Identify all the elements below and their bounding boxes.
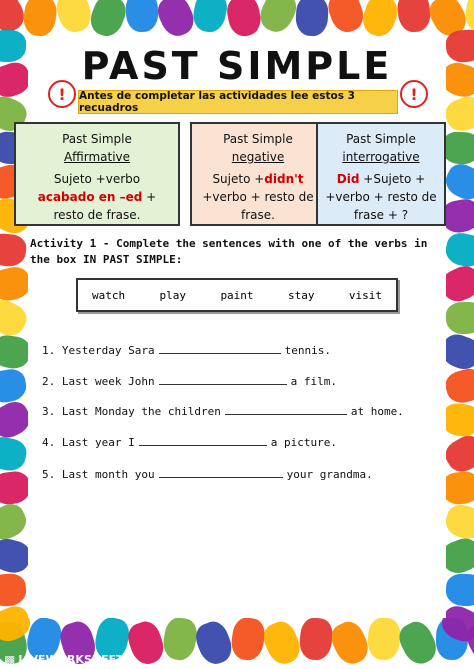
box-title: Past Simple xyxy=(223,132,293,146)
box-line: frase + ? xyxy=(353,208,409,222)
hand-print xyxy=(259,617,305,668)
verb-item[interactable]: watch xyxy=(92,288,126,302)
box-title: Past Simple xyxy=(62,132,132,146)
hand-print xyxy=(86,0,130,40)
hand-print xyxy=(442,365,474,406)
hand-print xyxy=(255,0,301,37)
hand-print xyxy=(0,295,31,341)
hand-print xyxy=(445,573,474,606)
hand-print xyxy=(224,0,263,39)
sentence-5: 5. Last month you your grandma. xyxy=(42,468,373,481)
box-line: acabado en –ed + xyxy=(37,190,157,204)
box-affirmative xyxy=(14,122,180,226)
alert-icon: ! xyxy=(48,80,76,108)
answer-blank[interactable] xyxy=(225,404,347,415)
sentence-1: 1. Yesterday Sara tennis. xyxy=(42,344,331,357)
hand-print xyxy=(22,0,59,38)
hand-print xyxy=(0,30,26,62)
hand-print xyxy=(0,232,28,268)
hand-print xyxy=(442,92,474,135)
hand-print xyxy=(192,618,237,669)
sentence-2: 2. Last week John a film. xyxy=(42,375,337,388)
answer-blank[interactable] xyxy=(159,343,281,354)
hand-print xyxy=(153,0,199,41)
hand-print xyxy=(441,131,474,165)
hand-print xyxy=(0,434,29,473)
hand-print xyxy=(359,0,401,40)
box-line: resto de frase. xyxy=(53,208,141,222)
verb-item[interactable]: visit xyxy=(348,288,382,302)
hand-print xyxy=(442,501,474,542)
page-title: PAST SIMPLE xyxy=(81,44,393,88)
answer-blank[interactable] xyxy=(159,374,287,385)
hand-print xyxy=(396,0,432,34)
box-subtitle: Affirmative xyxy=(63,150,131,164)
hand-print xyxy=(327,617,374,669)
hand-print xyxy=(367,617,402,661)
hand-print xyxy=(190,0,230,35)
activity-instructions: Activity 1 - Complete the sentences with one of the verbs in the box IN PAST SIMPLE: xyxy=(30,237,428,266)
box-subtitle: negative xyxy=(231,150,285,164)
hand-print xyxy=(53,0,95,36)
box-line: +verbo + resto de xyxy=(202,190,314,204)
box-negative xyxy=(190,122,326,226)
sentence-4: 4. Last year I a picture. xyxy=(42,436,337,449)
box-line: Did +Sujeto + xyxy=(336,172,426,186)
box-subtitle: interrogative xyxy=(342,150,420,164)
worksheet xyxy=(28,38,446,618)
hand-print xyxy=(324,0,368,36)
answer-blank[interactable] xyxy=(139,435,267,446)
info-banner: Antes de completar las actividades lee estos 3 recuadros xyxy=(78,90,398,114)
box-interrogative xyxy=(316,122,446,226)
hand-print xyxy=(445,301,474,334)
hand-print xyxy=(298,616,334,661)
verb-item[interactable]: play xyxy=(159,288,187,302)
hand-print xyxy=(161,616,200,663)
verb-bank xyxy=(76,278,398,312)
hand-print xyxy=(443,230,474,269)
box-title: Past Simple xyxy=(346,132,416,146)
box-line: Sujeto +verbo xyxy=(53,172,141,186)
verb-item[interactable]: stay xyxy=(287,288,315,302)
alert-icon: ! xyxy=(400,80,428,108)
hand-print xyxy=(295,0,329,37)
sentence-3: 3. Last Monday the children at home. xyxy=(42,405,404,418)
box-line: Sujeto +didn't xyxy=(212,172,304,186)
box-line: frase. xyxy=(241,208,275,222)
hand-print xyxy=(125,0,158,33)
hand-print xyxy=(394,617,442,669)
liveworksheets-icon: ▩ xyxy=(4,652,16,667)
box-line: +verbo + resto de xyxy=(325,190,437,204)
hand-print xyxy=(0,573,27,608)
hand-print xyxy=(229,616,267,662)
liveworksheets-logo[interactable]: ▩ LIVEWORKSHEETS xyxy=(4,652,132,667)
hand-print xyxy=(0,367,28,405)
verb-item[interactable]: paint xyxy=(220,288,254,302)
answer-blank[interactable] xyxy=(159,467,283,478)
